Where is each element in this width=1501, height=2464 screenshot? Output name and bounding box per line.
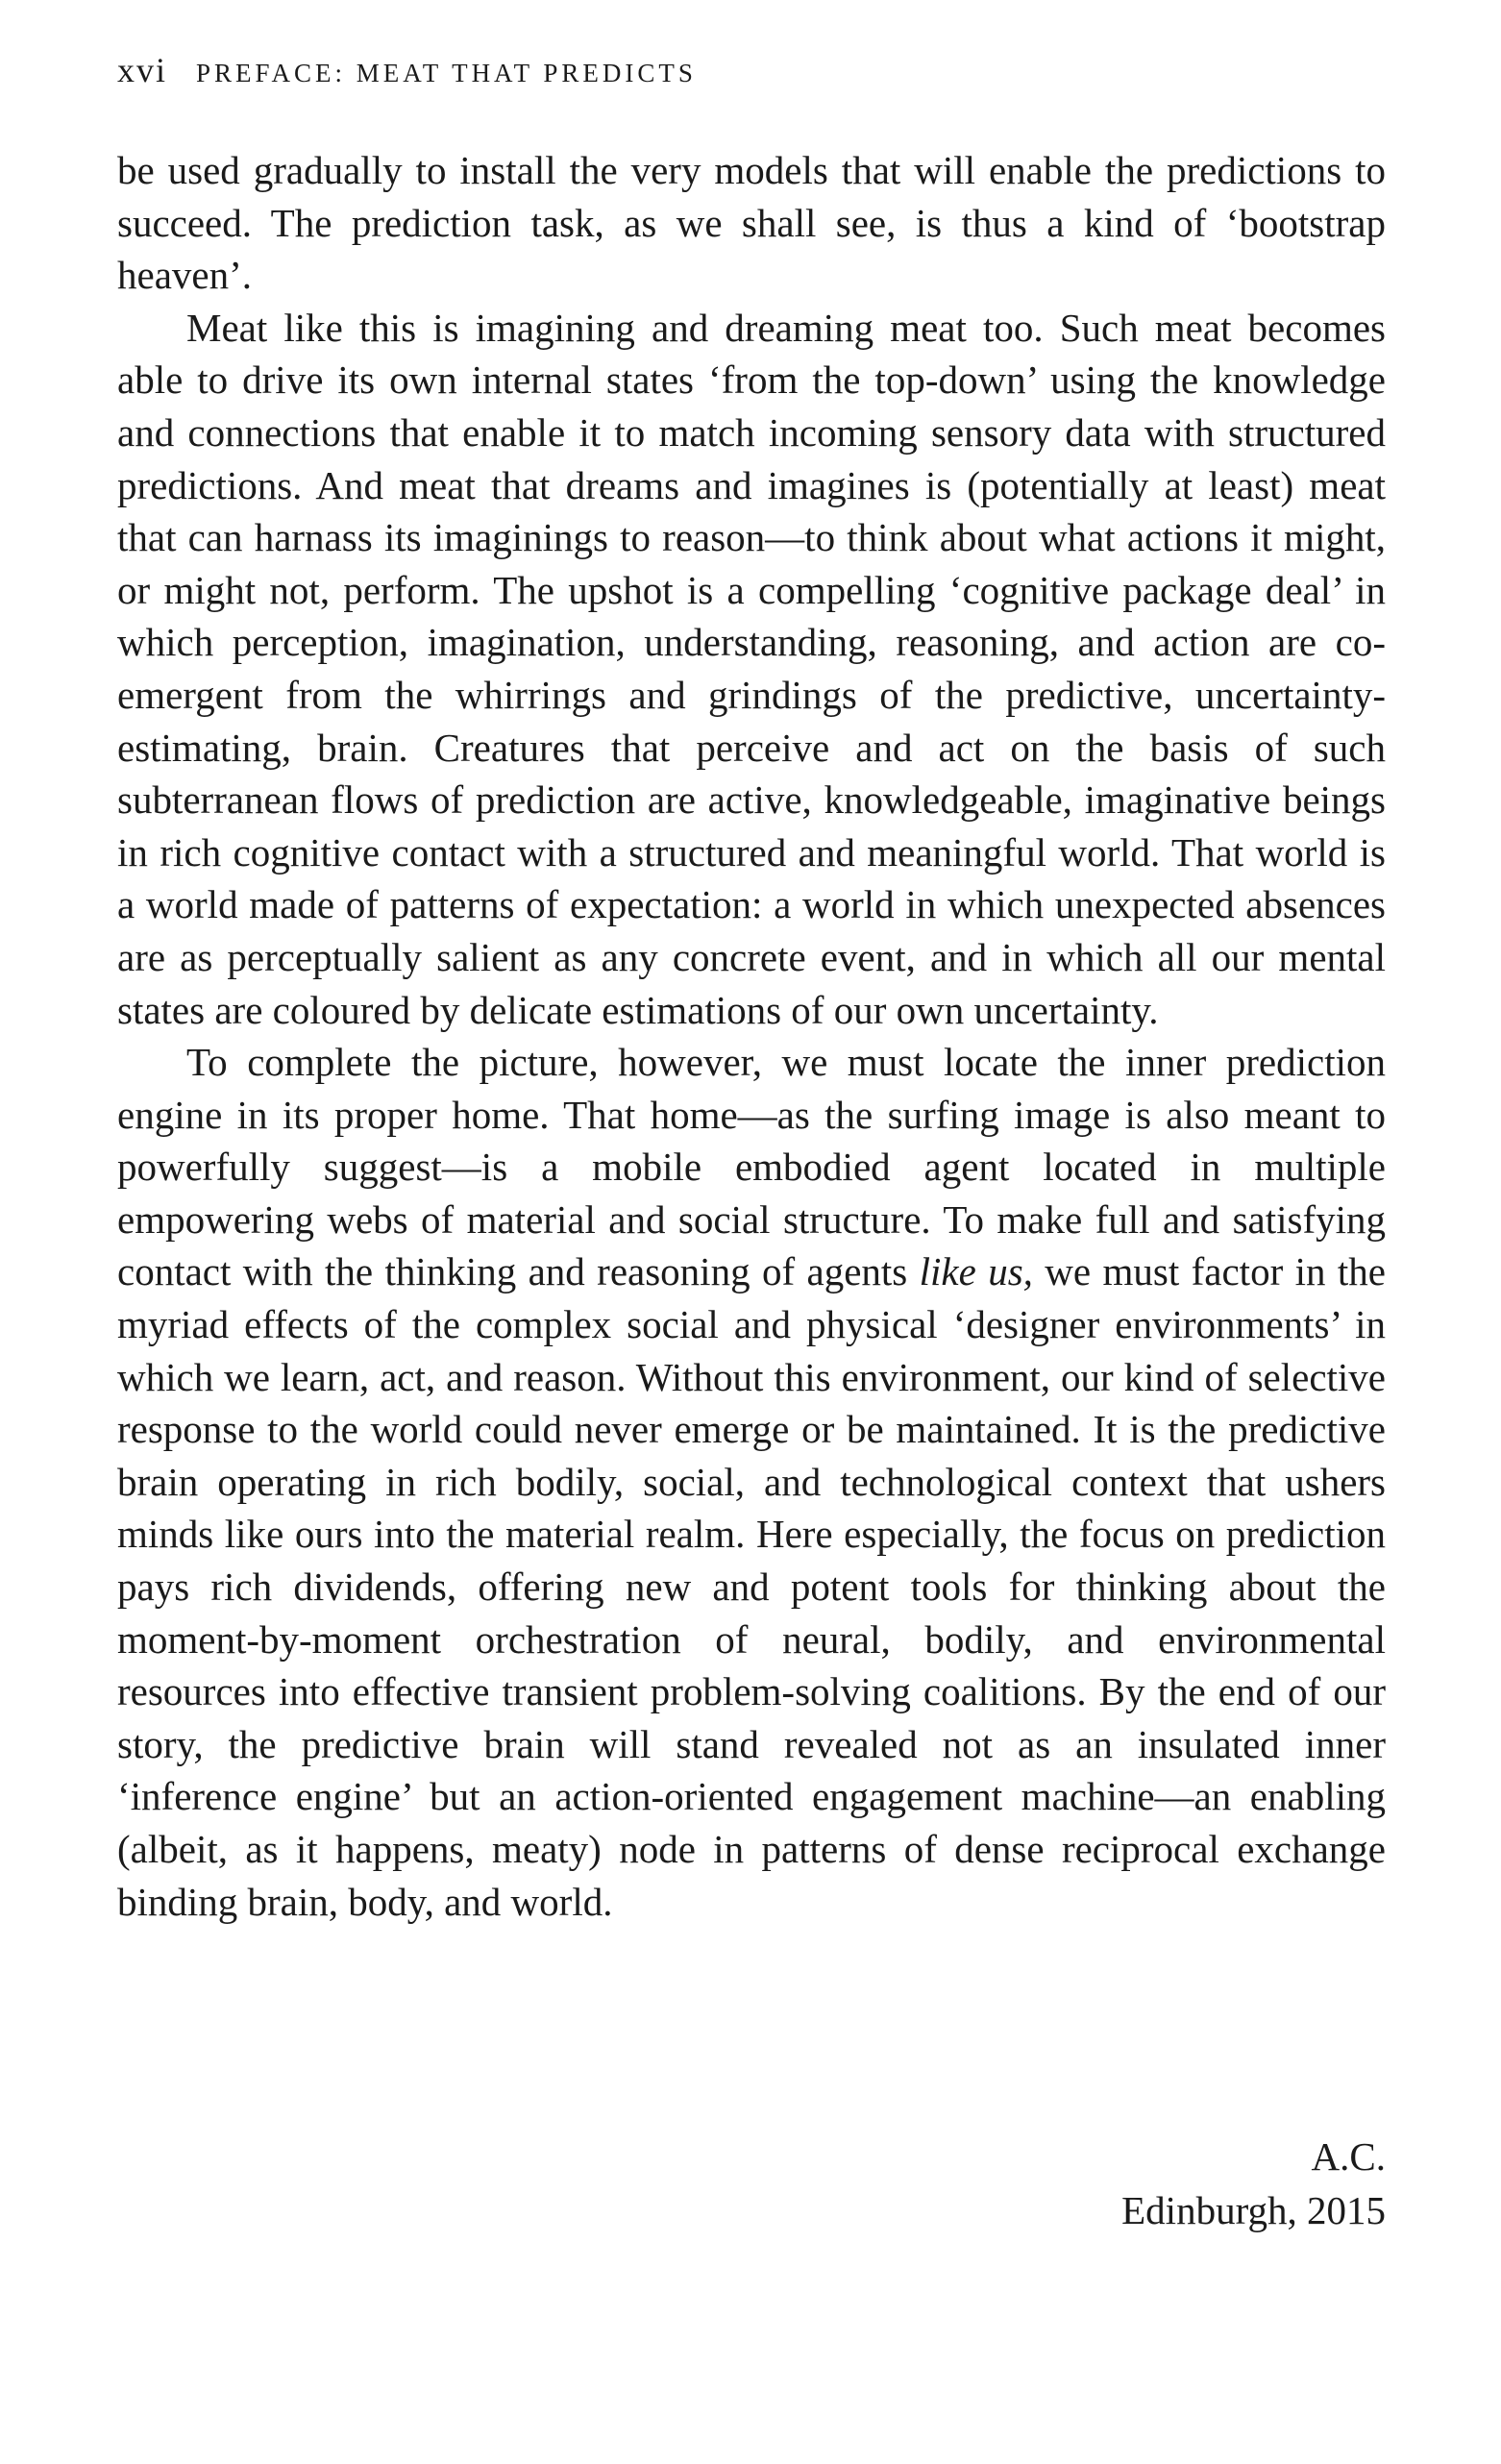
- paragraph-1: [117, 144, 1386, 302]
- italic-phrase: like us,: [919, 1249, 1033, 1294]
- paragraph-2: [117, 302, 1386, 1036]
- place-date: Edinburgh, 2015: [1121, 2188, 1386, 2232]
- running-head-title: PREFACE: MEAT THAT PREDICTS: [196, 59, 697, 87]
- author-initials: A.C.: [1311, 2134, 1386, 2179]
- paragraph-text: we must factor in the myriad effects of the complex social and physical ‘designer environments’ in which we learn, act, and reason. Without this environment, our kind of selective response to the world could never emerge or be maintained. It is the predictive brain operating in rich bodily, social, and technological context that ushers minds like ours into the material realm. Here especially, the focus on prediction pays rich dividends, offering new and potent tools for thinking about the moment-by-moment orchestration of neural, bodily, and environmental resources into effective transient problem-solving coalitions. By the end of our story, the predictive brain will stand revealed not as an insulated inner ‘inference engine’ but an action-oriented engagement machine—an enabling (albeit, as it happens, meaty) node in patterns of dense reciprocal exchange binding brain, body, and world.: [117, 1249, 1386, 1924]
- paragraph-text: Meat like this is imagining and dreaming meat too. Such meat becomes able to drive its own internal states ‘from the top-down’ using the knowledge and connections that enable it to match incoming sensory data with structured predictions. And meat that dreams and imagines is (potentially at least) meat that can harnass its imaginings to reason—to think about what actions it might, or might not, perform. The upshot is a compelling ‘cognitive package deal’ in which perception, imagination, understanding, reasoning, and action are co-emergent from the whirrings and grindings of the predictive, uncertainty-estimating, brain. Creatures that perceive and act on the basis of such subterranean flows of prediction are active, knowledgeable, imaginative beings in rich cognitive contact with a structured and meaningful world. That world is a world made of patterns of expectation: a world in which unexpected absences are as perceptually salient as any concrete event, and in which all our mental states are coloured by delicate estimations of our own uncertainty.: [117, 305, 1386, 1032]
- paragraph-text: To complete the picture, however, we must locate the inner prediction engine in its proper home. That home—as the surfing image is also meant to powerfully suggest—is a mobile embodied agent located in multiple empowering webs of material and social structure. To make full and satisfying contact with the thinking and reasoning of agents: [117, 1040, 1386, 1294]
- body-text: [117, 144, 1386, 1928]
- page-number: xvi: [117, 51, 168, 89]
- signature-block: [117, 2130, 1386, 2237]
- paragraph-text: be used gradually to install the very models that will enable the predictions to succeed. The prediction task, as we shall see, is thus a kind of ‘bootstrap heaven’.: [117, 148, 1386, 298]
- paragraph-3: [117, 1036, 1386, 1928]
- running-head: [117, 50, 1386, 98]
